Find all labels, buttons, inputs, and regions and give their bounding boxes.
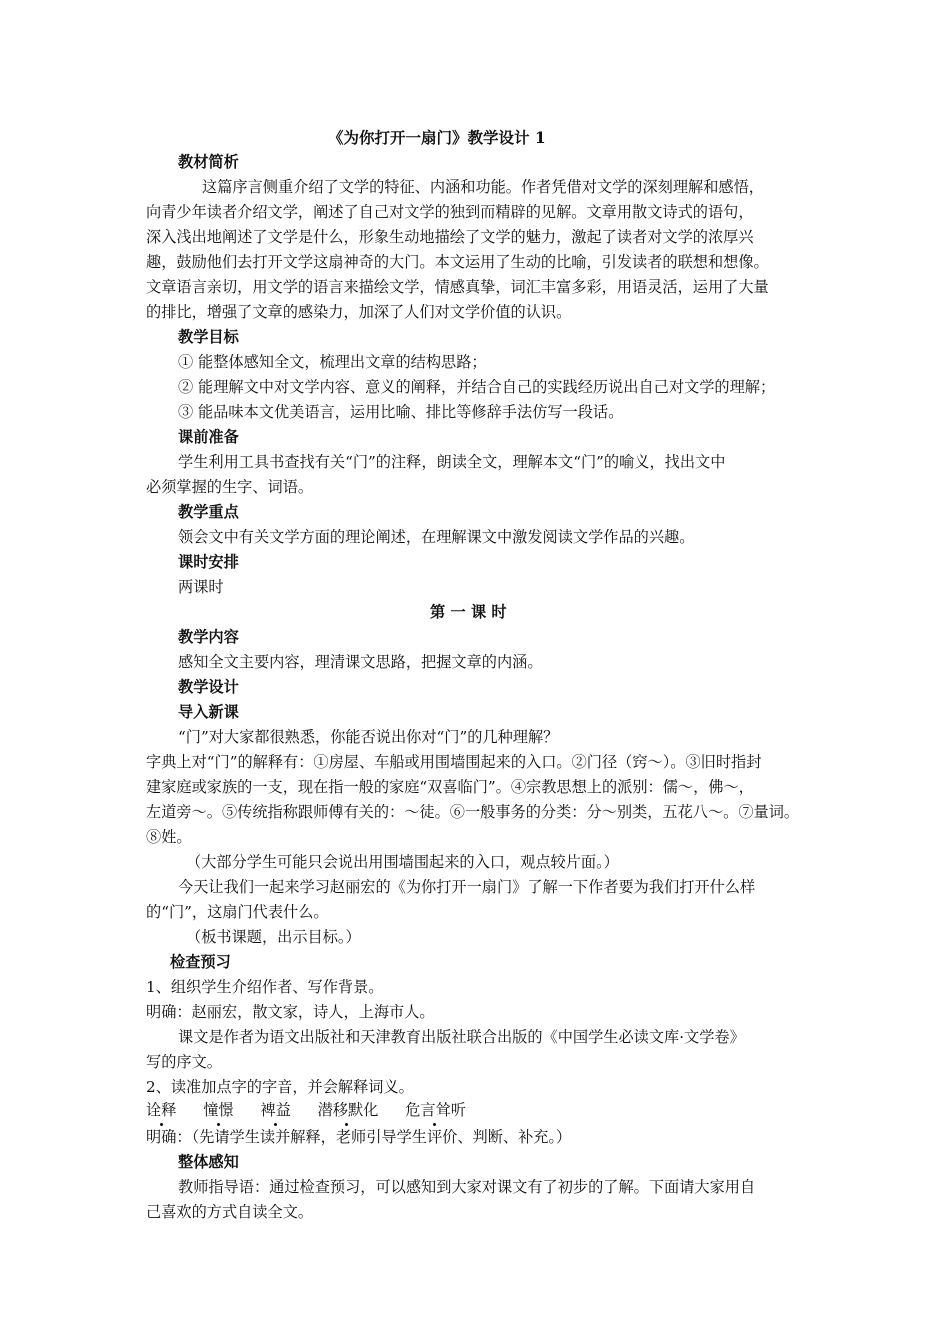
paragraph-line: 字典上对“门”的解释有：①房屋、车船或用围墙围起来的入口。②门径（窍～）。③旧时指封 [146,753,762,771]
heading-jiaoxue-zhongdian: 教学重点 [178,503,239,521]
paragraph-line: 左道旁～。⑤传统指称跟师傅有关的：～徒。⑥一般事务的分类：分～别类，五花八～。⑦量词。 [146,803,800,821]
paragraph-line: 的排比，增强了文章的感染力，加深了人们对文学价值的认识。 [146,303,572,321]
paragraph-line: 写的序文。 [146,1053,222,1071]
goal-item: ① 能整体感知全文，梳理出文章的结构思路； [178,353,487,371]
paragraph-line: 己喜欢的方式自读全文。 [146,1203,314,1221]
vocab-word: 憧憬 [203,1101,234,1119]
paragraph-line: 今天让我们一起来学习赵丽宏的《为你打开一扇门》了解一下作者要为我们打开什么样 [178,878,756,896]
paragraph-line: 领会文中有关文学方面的理论阐述，在理解课文中激发阅读文学作品的兴趣。 [178,528,695,546]
paragraph-line: 建家庭或家族的一支，现在指一般的家庭“双喜临门”。④宗教思想上的派别：儒～，佛～， [146,778,754,796]
heading-jiaoxue-mubiao: 教学目标 [178,328,239,346]
goal-item: ③ 能品味本文优美语言，运用比喻、排比等修辞手法仿写一段话。 [178,403,624,421]
heading-jiancha-yuxi: 检查预习 [170,953,231,971]
paragraph-line: 课文是作者为语文出版社和天津教育出版社联合出版的《中国学生必读文库·文学卷》 [178,1028,745,1046]
paragraph-line: 向青少年读者介绍文学，阐述了自己对文学的独到而精辟的见解。文章用散文诗式的语句， [146,203,754,221]
paragraph-line: 感知全文主要内容，理清课文思路，把握文章的内涵。 [178,653,543,671]
paragraph-line: 明确：赵丽宏，散文家，诗人，上海市人。 [146,1003,435,1021]
paragraph-line: 明确：（先请学生读并解释，老师引导学生评价、判断、补充。） [146,1128,572,1146]
paragraph-line: 趣，鼓励他们去打开文学这扇神奇的大门。本文运用了生动的比喻，引发读者的联想和想像。 [146,253,769,271]
paragraph-line: 两课时 [178,578,224,596]
heading-jiaoxue-sheji: 教学设计 [178,678,239,696]
paragraph-line: 教师指导语：通过检查预习，可以感知到大家对课文有了初步的了解。下面请大家用自 [178,1178,756,1196]
paragraph-line: ⑧姓。 [146,828,192,846]
paragraph-line: 这篇序言侧重介绍了文学的特征、内涵和功能。作者凭借对文学的深刻理解和感悟， [202,178,764,196]
vocab-row [146,1100,466,1120]
paragraph-line: （板书课题，出示目标。） [186,928,361,946]
paragraph-line: 文章语言亲切，用文学的语言来描绘文学，情感真挚，词汇丰富多彩，用语灵活，运用了大量 [146,278,769,296]
paragraph-line: （大部分学生可能只会说出用围墙围起来的入口，观点较片面。） [186,853,619,871]
heading-keqian-zhunbei: 课前准备 [178,428,239,446]
paragraph-line: 1、组织学生介绍作者、写作背景。 [146,978,384,996]
page-title: 《为你打开一扇门》教学设计 1 [328,128,546,147]
vocab-word: 裨益 [260,1101,291,1119]
heading-keshi-anpai: 课时安排 [178,553,239,571]
vocab-word: 危言耸听 [405,1101,466,1119]
lesson-title: 第 一 课 时 [430,603,507,621]
paragraph-line: 2、读准加点字的字音，并会解释词义。 [146,1078,414,1096]
vocab-word: 潜移默化 [317,1101,379,1119]
paragraph-line: 必须掌握的生字、词语。 [146,478,314,496]
goal-item: ② 能理解文中对文学内容、意义的阐释，并结合自己的实践经历说出自己对文学的理解； [178,378,776,396]
heading-jiaocai-jianxi: 教材简析 [178,153,239,171]
heading-jiaoxue-neirong: 教学内容 [178,628,239,646]
vocab-word: 诠释 [146,1101,177,1119]
paragraph-line: 学生利用工具书查找有关“门”的注释，朗读全文，理解本文“门”的喻义，找出文中 [178,453,726,471]
paragraph-line: “门”对大家都很熟悉，你能否说出你对“门”的几种理解？ [178,728,559,746]
heading-daoru-xinke: 导入新课 [178,703,239,721]
heading-zhengti-ganzhi: 整体感知 [178,1153,239,1171]
paragraph-line: 的“门”，这扇门代表什么。 [146,903,329,921]
paragraph-line: 深入浅出地阐述了文学是什么，形象生动地描绘了文学的魅力，激起了读者对文学的浓厚兴 [146,228,754,246]
